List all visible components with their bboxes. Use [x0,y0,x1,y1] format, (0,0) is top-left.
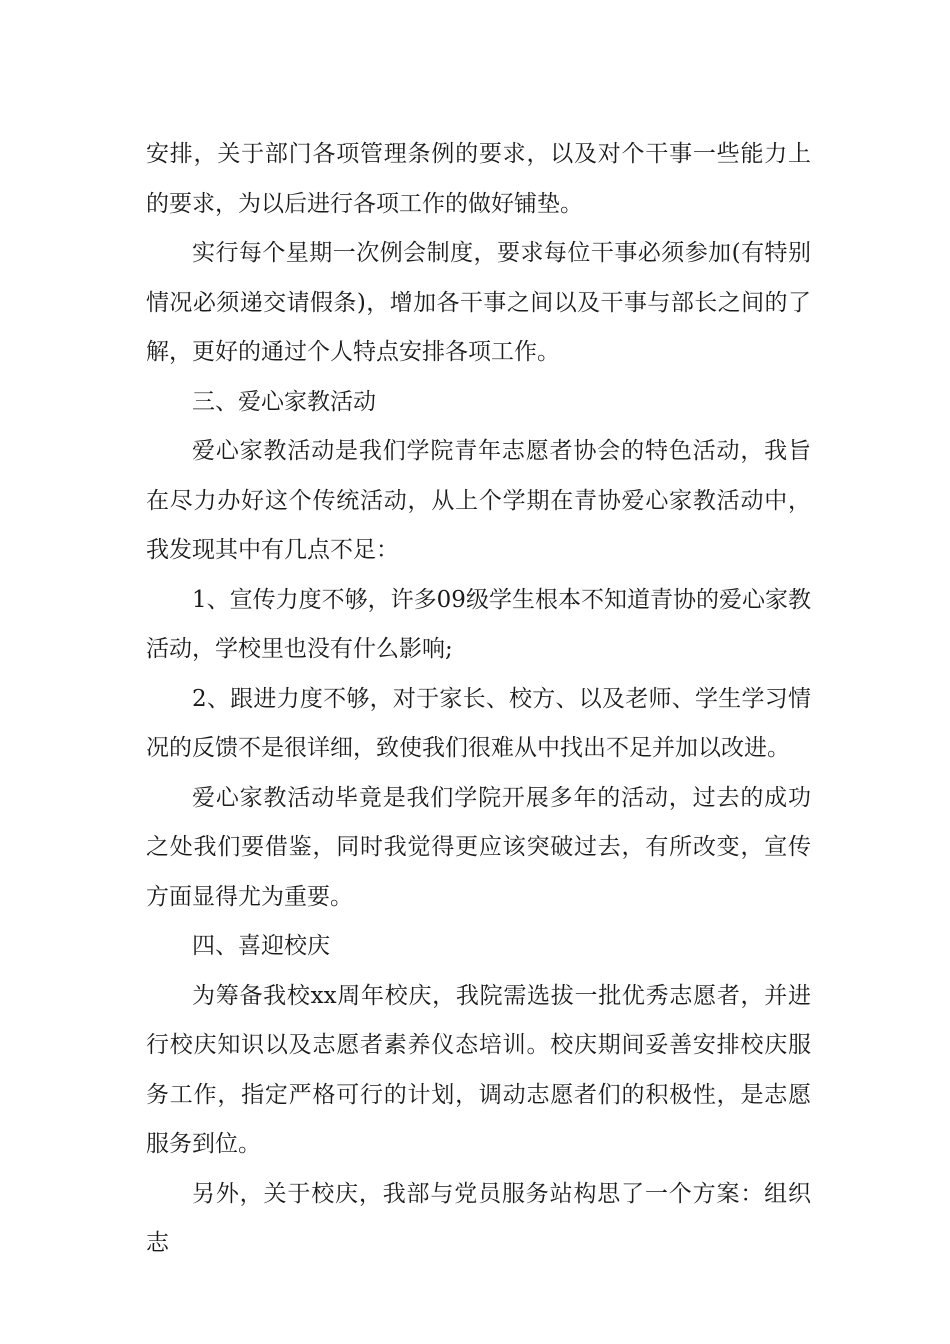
paragraph-tutoring-intro: 爱心家教活动是我们学院青年志愿者协会的特色活动，我旨在尽力办好这个传统活动，从上个学期在青协爱心家教活动中，我发现其中有几点不足： [146,438,811,563]
section-heading-anniversary: 四、喜迎校庆 [192,933,330,959]
list-item-publicity: 1、宣传力度不够，许多09级学生根本不知道青协的爱心家教活动，学校里也没有什么影响; [146,586,811,662]
paragraph-continuation: 安排，关于部门各项管理条例的要求，以及对个干事一些能力上的要求，为以后进行各项工作的做好铺垫。 [146,141,811,217]
document-body [146,130,811,1269]
list-item-follow-up: 2、跟进力度不够，对于家长、校方、以及老师、学生学习情况的反馈不是很详细，致使我们很难从中找出不足并加以改进。 [146,685,811,761]
paragraph-tutoring-summary: 爱心家教活动毕竟是我们学院开展多年的活动，过去的成功之处我们要借鉴，同时我觉得更应该突破过去，有所改变，宣传方面显得尤为重要。 [146,784,811,910]
paragraph-weekly-meeting: 实行每个星期一次例会制度，要求每位干事必须参加(有特别情况必须递交请假条)，增加各干事之间以及干事与部长之间的了解，更好的通过个人特点安排各项工作。 [146,240,811,365]
paragraph-anniversary-proposal: 另外，关于校庆，我部与党员服务站构思了一个方案：组织志 [146,1180,811,1256]
section-heading-tutoring: 三、爱心家教活动 [192,388,376,415]
paragraph-anniversary-plan: 为筹备我校xx周年校庆，我院需选拔一批优秀志愿者，并进行校庆知识以及志愿者素养仪态培训。校庆期间妥善安排校庆服务工作，指定严格可行的计划，调动志愿者们的积极性，是志愿服务到位。 [146,982,811,1157]
